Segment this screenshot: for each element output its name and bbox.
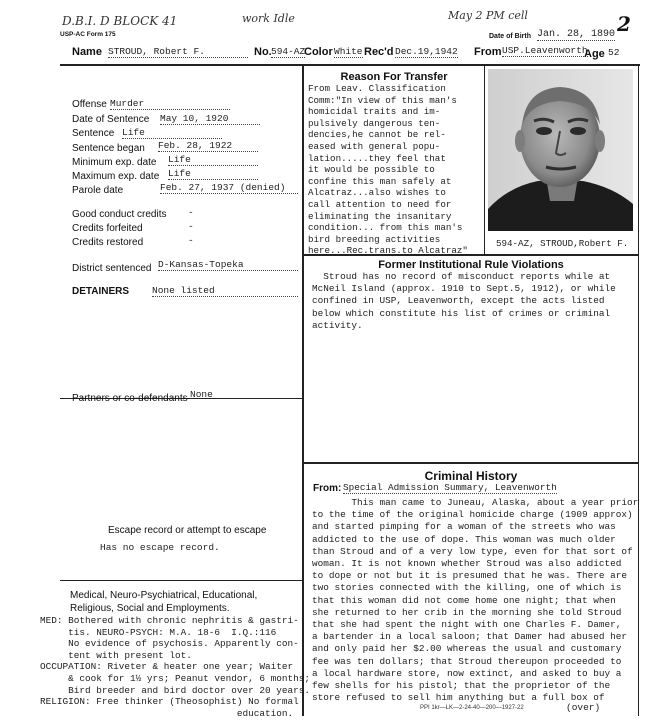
medical-line: RELIGION: Free thinker (Theosophist) No formal [40,696,299,708]
detainers-label: DETAINERS [72,286,130,297]
age-label: Age [584,48,605,60]
violations-heading: Former Institutional Rule Violations [378,259,564,271]
photo-caption: 594-AZ, STROUD,Robert F. [496,238,629,249]
violations-line: activity. [312,319,363,331]
transfer-line: call attention to need for [308,198,452,210]
history-line: two stories connected with the killing, one of which is [312,582,622,594]
history-text [312,497,638,704]
name-label: Name [72,46,102,58]
handwritten-date-note: May 2 PM cell [448,9,528,22]
medical-line: No evidence of psychosis. Apparently con- [40,638,299,650]
transfer-line: lation.....they feel that [308,152,446,164]
medical-line: MED: Bothered with chronic nephritis & gastri- [40,615,299,626]
sentence-began-label: Sentence began [72,143,145,154]
transfer-line: homicidal traits and im- [308,106,441,118]
transfer-line: pulsively dangerous ten- [308,117,441,129]
mugshot-photo [488,69,633,231]
partners-value: None [190,389,213,400]
medical-line: tent with present lot. [40,649,192,661]
color-label: Color [304,46,333,58]
medical-line: & cook for 1½ yrs; Peanut vendor, 6 months; [40,672,311,684]
received-date: Dec.19,1942 [395,46,458,57]
transfer-reason [308,83,468,257]
history-line: and started pimping for a woman of the streets who was [312,521,616,533]
inmate-number: 594-AZ [271,46,306,57]
transfer-line: eased with general popu- [308,140,441,152]
transfer-line: here...Rec.trans.to Alcatraz" [308,245,468,257]
history-line: addicted to the use of dope. This woman was much older [312,533,616,545]
min-exp-label: Minimum exp. date [72,157,157,168]
medical-heading-1: Medical, Neuro-Psychiatrical, Educational, [70,590,258,601]
max-exp-value: Life [168,168,258,180]
offense-label: Offense [72,99,107,110]
history-from-label: From: [313,483,342,494]
transfer-line: Alcatraz...also wishes to [308,187,446,199]
history-line: This man came to Juneau, Alaska, about a year prior [312,497,639,508]
header-rule [60,64,640,66]
transfer-line: dencies,he cannot be rel- [308,129,446,141]
violations-line: below which constitute his list of crimes or criminal [312,307,611,319]
transfer-line: bird breeding activities [308,233,441,245]
over-note: (over) [566,702,601,713]
detainers-value: None listed [152,285,298,297]
violations-line: confined in USP, Leavenworth, except the acts listed [312,295,605,307]
medical-heading-2: Religious, Social and Employments. [70,603,230,614]
transfer-line: condition... from this man's [308,222,463,234]
violations-text [312,271,616,332]
photo-divider [484,66,485,254]
history-line: than Stroud and of a very low type, even for that sort of [312,545,633,557]
min-exp-value: Life [168,154,258,166]
forfeited-value: - [188,221,194,232]
parole-value: Feb. 27, 1937 (denied) [160,182,298,194]
parole-label: Parole date [72,185,124,196]
dob-label: Date of Birth [489,33,531,40]
offense-value: Murder [110,98,230,110]
medical-line: education. [40,707,294,719]
history-line: woman. It is not known whether Stroud was also addicted [312,558,622,570]
medical-details [40,615,310,719]
printer-code: PPI 1kr—LK—2-24-40—200—1927-22 [420,705,524,711]
mugshot-portrait [488,69,633,231]
from-label: From [474,46,502,58]
handwritten-block-note: D.B.I. D BLOCK 41 [62,14,178,28]
transfer-line: eliminating the insanitary [308,210,452,222]
received-label: Rec'd [364,46,394,58]
history-heading: Criminal History [424,469,518,483]
forfeited-label: Credits forfeited [72,223,143,234]
medical-line: tis. NEURO-PSYCH: M.A. 18-6 I.Q.:116 [40,626,277,638]
inmate-color: White [334,46,363,57]
transfer-heading: Reason For Transfer [340,71,448,83]
transfer-line: From Leav. Classification [308,83,446,94]
inmate-age: 52 [608,47,620,58]
number-label: No. [254,46,272,58]
history-line: she returned to her crib in the morning she told Stroud [312,606,622,618]
history-line: to the time of the original homicide charge (1909 approx) [312,509,633,521]
restored-label: Credits restored [72,237,144,248]
history-line: fee was ten dollars; that Stroud thereupon proceeded to [312,655,622,667]
max-exp-label: Maximum exp. date [72,171,160,182]
history-line: and only paid her $2.00 whereas the usual and customary [312,643,622,655]
good-conduct-value: - [188,207,194,218]
page-number: 2 [617,12,631,36]
history-line: store refused to sell him anything but a full box of [312,692,605,704]
date-of-birth: Jan. 28, 1890 [537,29,616,40]
handwritten-work-note: work Idle [242,12,295,25]
date-of-sentence-value: May 10, 1920 [160,113,260,125]
transfer-line: confine this man safely at [308,175,452,187]
history-line: to dope or not but it is presumed that he was. There are [312,570,628,582]
good-conduct-label: Good conduct credits [72,209,167,220]
history-line: that she had spent the night with one Charles F. Damer, [312,619,622,631]
transfer-line: Comm:"In view of this man's [308,94,457,106]
right-rule-2 [304,462,638,464]
date-of-sentence-label: Date of Sentence [72,114,150,125]
sentence-began-value: Feb. 28, 1922 [158,140,258,152]
medical-line: OCCUPATION: Riveter & heater one year; Waiter [40,661,294,673]
left-rule-2 [60,580,302,581]
transferred-from: USP.Leavenworth [502,45,588,56]
history-line: few shells for his pistol; that the proprietor of the [312,680,611,692]
medical-line: Bird breeder and bird doctor over 20 years. [40,684,311,696]
violations-line: Stroud has no record of misconduct reports while at [312,271,611,282]
sentence-label: Sentence [72,128,115,139]
history-source: Special Admission Summary, Leavenworth [343,482,557,493]
district-label: District sentenced [72,263,152,274]
district-value: D-Kansas-Topeka [158,259,298,271]
inmate-name: STROUD, Robert F. [108,46,248,58]
sentence-value: Life [122,127,222,139]
restored-value: - [188,235,194,246]
history-line: a bartender in a local saloon; that Damer had abused her [312,631,628,643]
escape-label: Escape record or attempt to escape [108,525,267,536]
form-number: USP-AC Form 175 [60,31,116,38]
escape-value: Has no escape record. [100,542,220,553]
violations-line: McNeil Island (approx. 1910 to Sept.5, 1912), or while [312,283,616,295]
history-line: a local hardware store, now extinct, and asked to buy a [312,667,622,679]
transfer-line: it would be possible to [308,164,435,176]
history-line: that this woman did not come home one night; that when [312,594,616,606]
partners-label: Partners or co-defendants [72,393,188,404]
